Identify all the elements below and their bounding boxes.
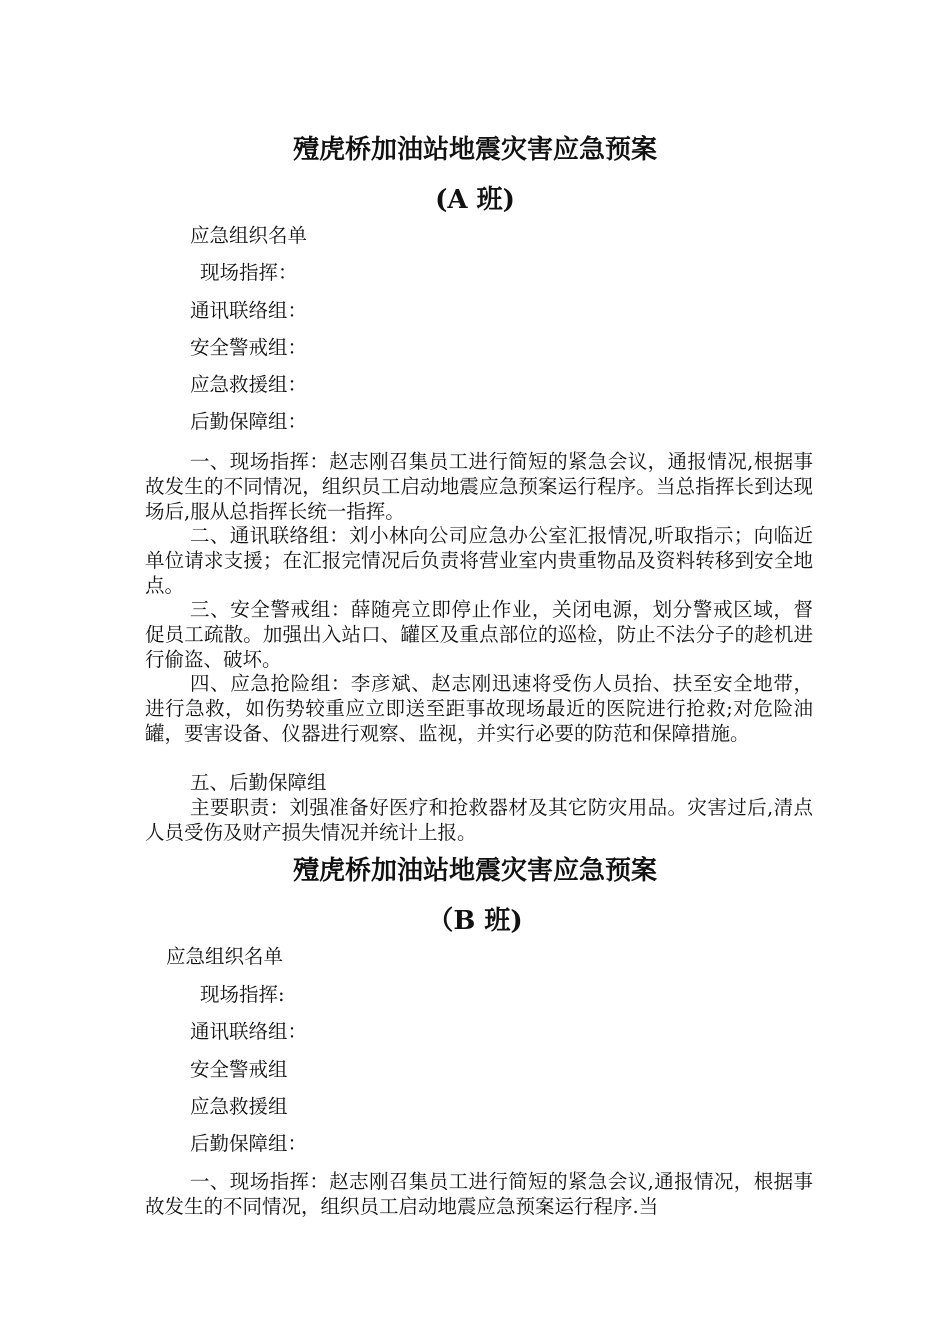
section-a-subtitle: (A 班) [435, 185, 515, 215]
section-a-roster-commander: 现场指挥： [200, 261, 298, 284]
section-a-roster-heading: 应急组织名单 [190, 224, 308, 247]
section-a-roster-rescue: 应急救援组： [190, 373, 308, 396]
section-b-roster-communication: 通讯联络组： [190, 1020, 308, 1043]
section-b-roster-commander: 现场指挥: [200, 983, 285, 1006]
section-b-paragraph-commander: 一、现场指挥：赵志刚召集员工进行简短的紧急会议,通报情况，根据事故发生的不同情况，组织员工启动地震应急预案运行程序.当 [145, 1170, 813, 1218]
section-b-roster-heading: 应急组织名单 [166, 945, 284, 968]
section-b-subtitle: （B 班) [427, 906, 523, 936]
section-a-roster-security: 安全警戒组： [190, 336, 308, 359]
section-a-paragraph-communication: 二、通讯联络组：刘小林向公司应急办公室汇报情况,听取指示；向临近单位请求支援；在汇报完情况后负责将营业室内贵重物品及资料转移到安全地点。 [145, 524, 813, 597]
section-a-title: 殪虎桥加油站地震灾害应急预案 [292, 135, 657, 165]
section-a-paragraph-logistics-duty: 主要职责：刘强准备好医疗和抢救器材及其它防灾用品。灾害过后,清点人员受伤及财产损失情况并统计上报。 [145, 796, 813, 844]
section-a-roster-logistics: 后勤保障组： [190, 410, 308, 433]
section-b-title: 殪虎桥加油站地震灾害应急预案 [292, 856, 657, 886]
section-a-roster-communication: 通讯联络组： [190, 299, 308, 322]
section-a-paragraph-security: 三、安全警戒组：薛随亮立即停止作业，关闭电源，划分警戒区域，督促员工疏散。加强出入站口、罐区及重点部位的巡检，防止不法分子的趁机进行偷盗、破坏。 [145, 598, 813, 671]
section-b-roster-rescue: 应急救援组 [190, 1095, 288, 1118]
section-b-roster-security: 安全警戒组 [190, 1058, 288, 1081]
section-a-paragraph-rescue: 四、应急抢险组：李彦斌、赵志刚迅速将受伤人员抬、扶至安全地带，进行急救，如伤势较重应立即送至距事故现场最近的医院进行抢救;对危险油罐，要害设备、仪器进行观察、监视，并实行必要的防范和保障措施。 [145, 672, 813, 745]
section-a-paragraph-commander: 一、现场指挥：赵志刚召集员工进行简短的紧急会议，通报情况,根据事故发生的不同情况，组织员工启动地震应急预案运行程序。当总指挥长到达现场后,服从总指挥长统一指挥。 [145, 450, 813, 523]
section-b-roster-logistics: 后勤保障组： [190, 1132, 308, 1155]
section-a-paragraph-logistics-heading: 五、后勤保障组 [190, 771, 327, 794]
